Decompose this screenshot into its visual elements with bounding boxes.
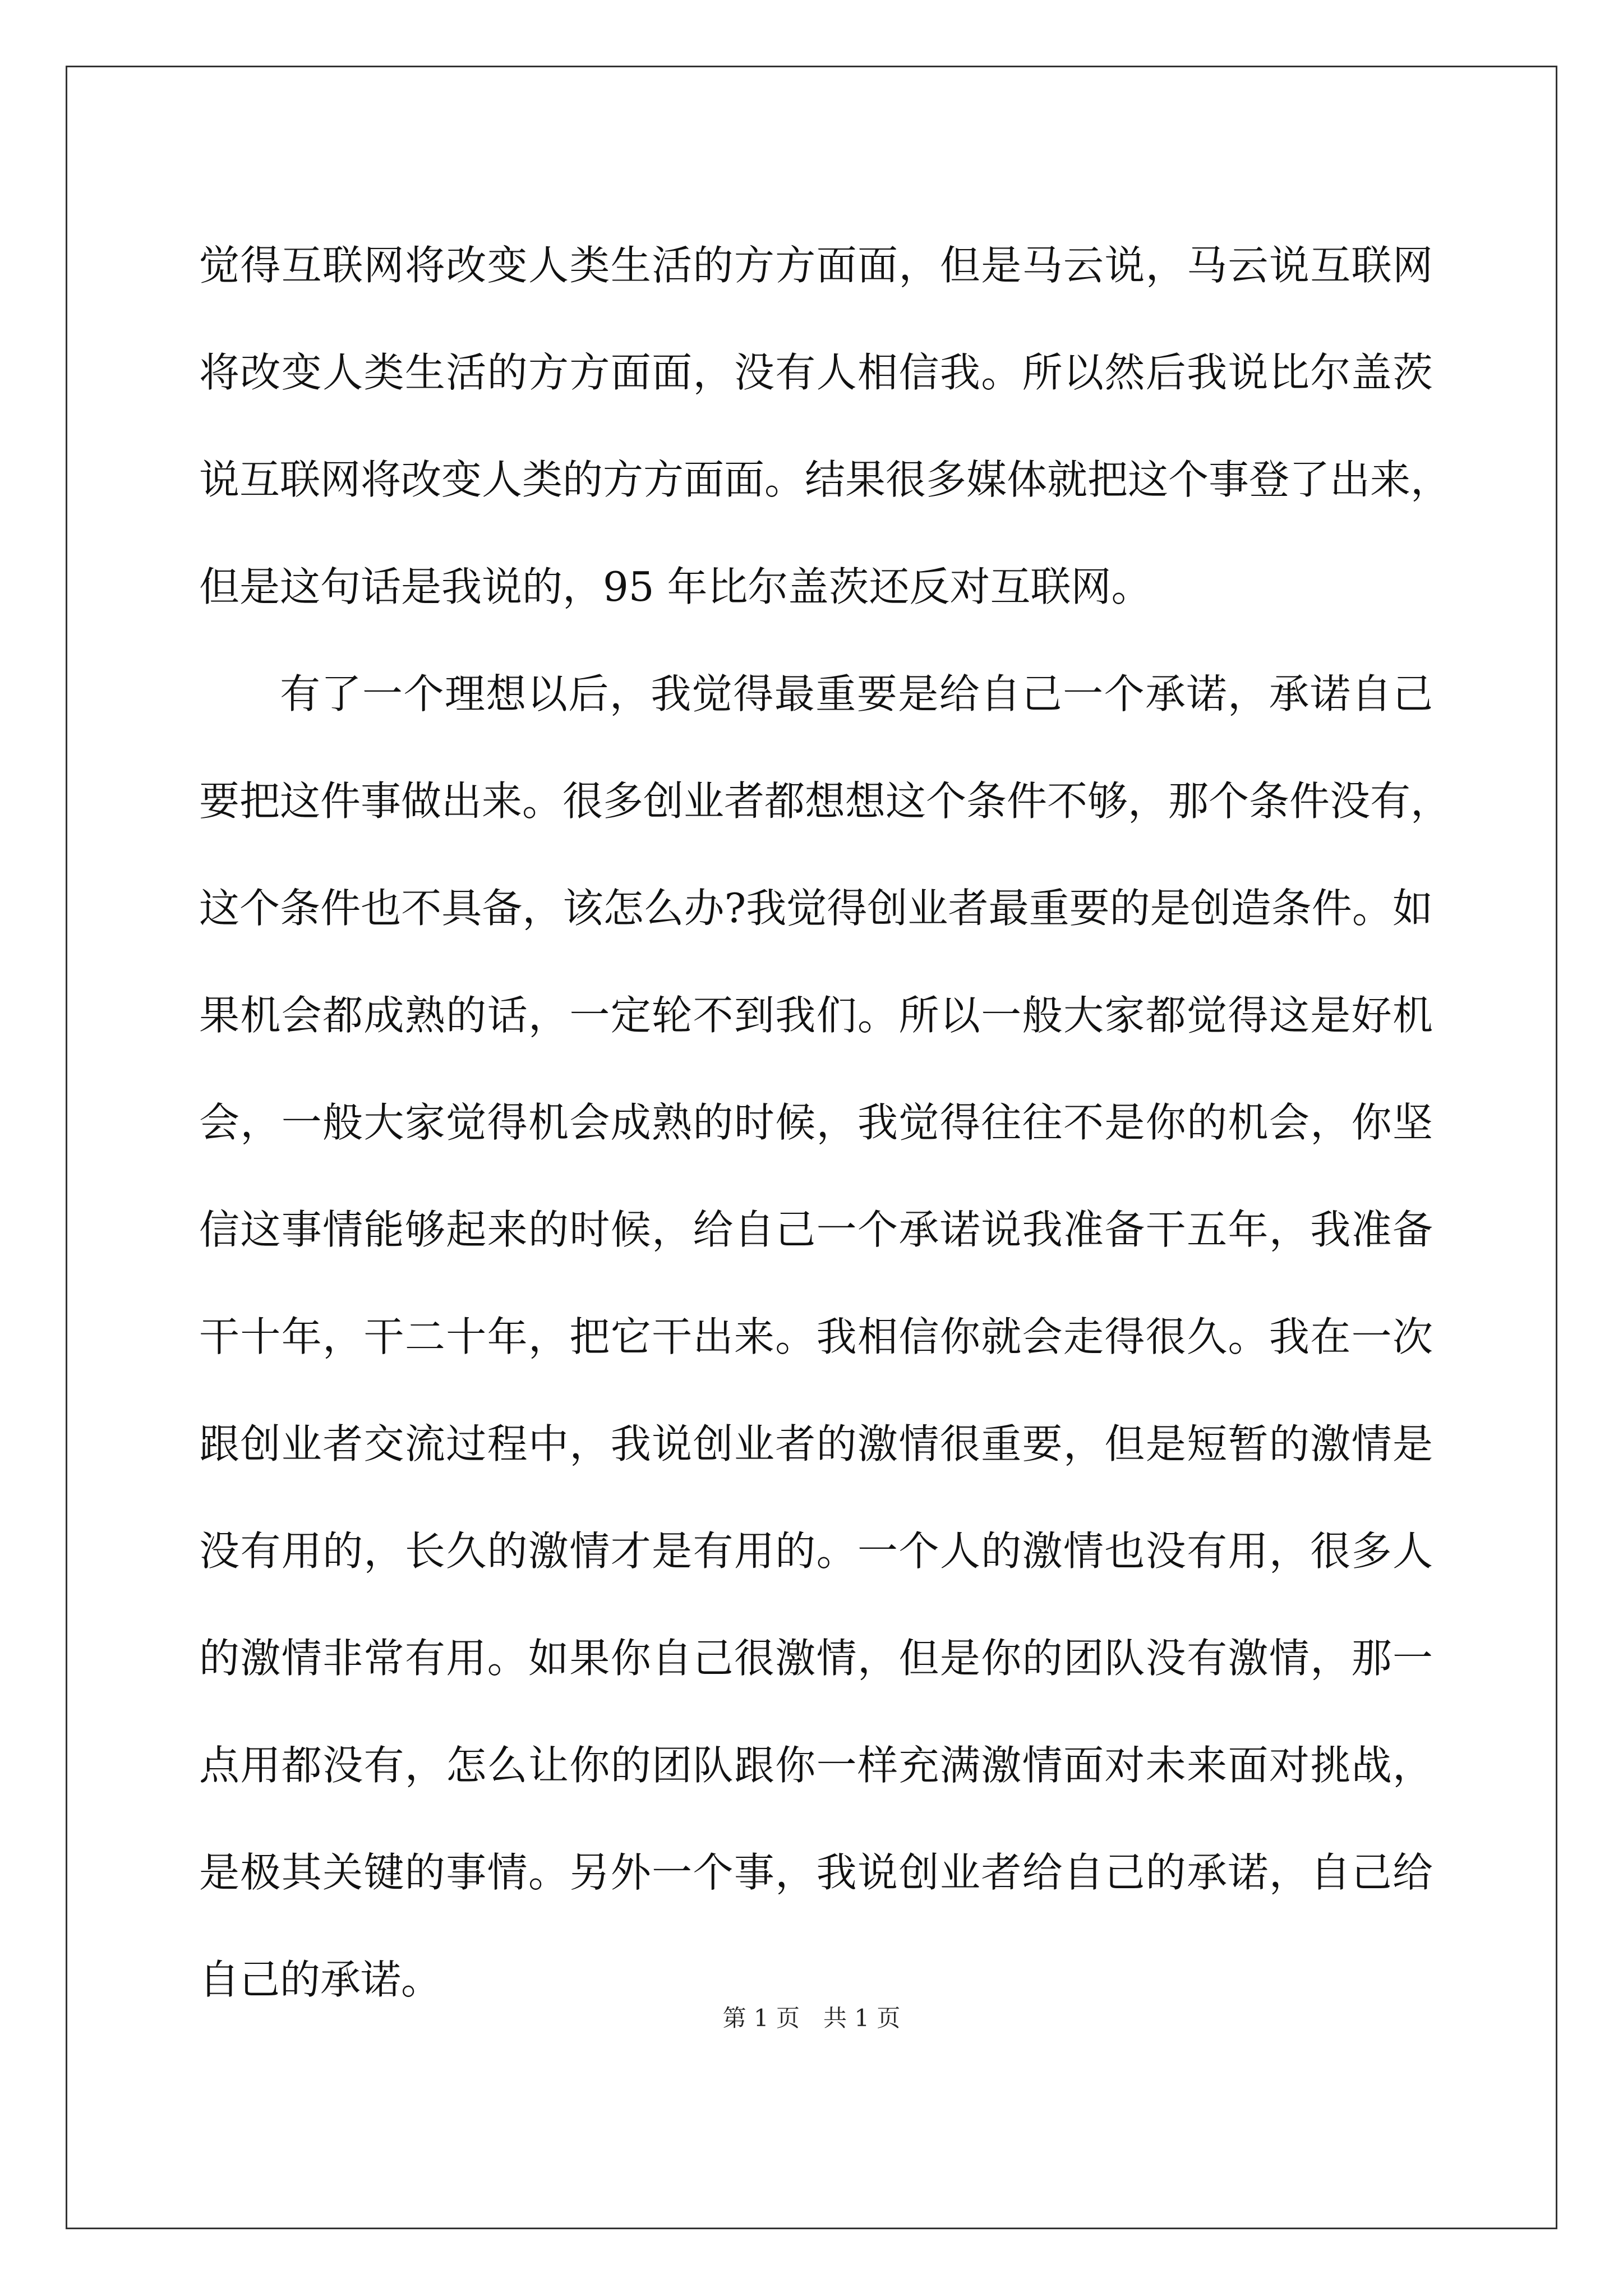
text-line: 会，一般大家觉得机会成熟的时候，我觉得往往不是你的机会，你坚 [199,1099,1433,1146]
text-line: 干十年，干二十年，把它干出来。我相信你就会走得很久。我在一次 [199,1313,1433,1360]
text-line: 要把这件事做出来。很多创业者都想想这个条件不够，那个条件没有， [199,777,1451,825]
text-line: 将改变人类生活的方方面面，没有人相信我。所以然后我说比尔盖茨 [199,349,1433,396]
text-line: 果机会都成熟的话，一定轮不到我们。所以一般大家都觉得这是好机 [199,992,1433,1039]
text-line: 跟创业者交流过程中，我说创业者的激情很重要，但是短暂的激情是 [199,1420,1433,1467]
text-line: 的激情非常有用。如果你自己很激情，但是你的团队没有激情，那一 [199,1635,1433,1682]
text-line: 没有用的，长久的激情才是有用的。一个人的激情也没有用，很多人 [199,1527,1433,1575]
text-line: 自己的承诺。 [199,1956,442,2003]
text-line: 说互联网将改变人类的方方面面。结果很多媒体就把这个事登了出来， [199,456,1451,503]
page-number: 第 1 页 共 1 页 [722,2004,901,2032]
document-body [199,212,1451,2033]
text-line: 这个条件也不具备，该怎么办?我觉得创业者最重要的是创造条件。如 [199,885,1433,932]
text-line: 觉得互联网将改变人类生活的方方面面，但是马云说，马云说互联网 [199,242,1433,289]
text-line: 有了一个理想以后，我觉得最重要是给自己一个承诺，承诺自己 [280,670,1433,717]
text-line: 是极其关键的事情。另外一个事，我说创业者给自己的承诺，自己给 [199,1849,1433,1896]
text-line: 但是这句话是我说的，95 年比尔盖茨还反对互联网。 [199,563,1152,610]
text-line: 信这事情能够起来的时候，给自己一个承诺说我准备干五年，我准备 [199,1206,1433,1253]
text-line: 点用都没有，怎么让你的团队跟你一样充满激情面对未来面对挑战， [199,1742,1433,1789]
